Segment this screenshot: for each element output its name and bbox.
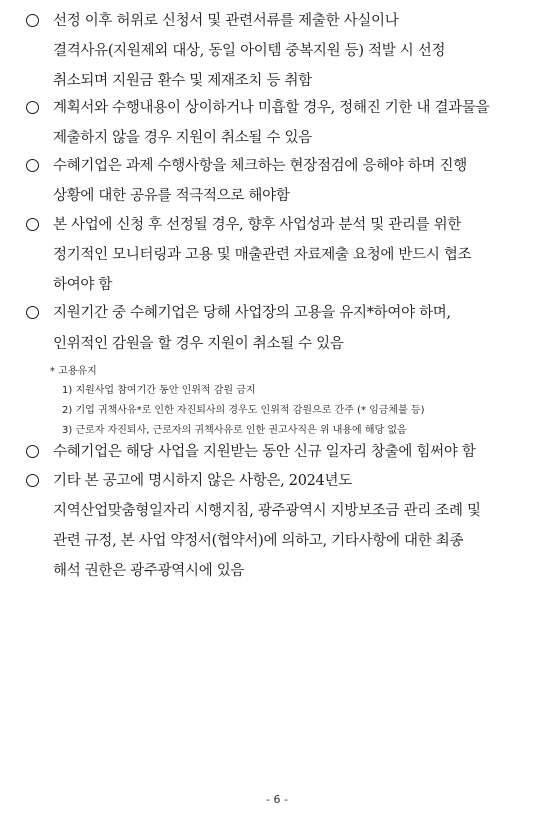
item-line: 수혜기업은 과제 수행사항을 체크하는 현장점검에 응해야 하며 진행 bbox=[53, 158, 467, 174]
item-line: 본 사업에 신청 후 선정될 경우, 향후 사업성과 분석 및 관리를 위한 bbox=[53, 217, 462, 233]
circle-bullet-icon bbox=[26, 306, 39, 319]
item-line: 지역산업맞춤형일자리 시행지침, 광주광역시 지방보조금 관리 조례 및 bbox=[53, 503, 481, 519]
item-line: 수혜기업은 해당 사업을 지원받는 동안 신규 일자리 창출에 힘써야 함 bbox=[53, 444, 476, 460]
item-line: 취소되며 지원금 환수 및 제재조치 등 취함 bbox=[53, 73, 312, 89]
item-line: 관련 규정, 본 사업 약정서(협약서)에 의하고, 기타사항에 대한 최종 bbox=[53, 533, 464, 549]
note-line: 3) 근로자 자진퇴사, 근로자의 귀책사유로 인한 권고사직은 위 내용에 해당 없음 bbox=[62, 425, 407, 436]
note-line: 2) 기업 귀책사유*로 인한 자진퇴사의 경우도 인위적 감원으로 간주 (* 임금체불 등) bbox=[62, 405, 425, 416]
item-line: 제출하지 않을 경우 지원이 취소될 수 있음 bbox=[53, 130, 312, 146]
item-line: 기타 본 공고에 명시하지 않은 사항은, 2024년도 bbox=[53, 473, 352, 489]
circle-bullet-icon bbox=[26, 218, 39, 231]
item-line: 해석 권한은 광주광역시에 있음 bbox=[53, 563, 245, 579]
item-line: 하여야 함 bbox=[53, 277, 113, 293]
circle-bullet-icon bbox=[26, 14, 39, 27]
note-title: * 고용유지 bbox=[50, 366, 97, 377]
circle-bullet-icon bbox=[26, 445, 39, 458]
item-line: 결격사유(지원제외 대상, 동일 아이템 중복지원 등) 적발 시 선정 bbox=[53, 43, 446, 59]
circle-bullet-icon bbox=[26, 474, 39, 487]
item-line: 상황에 대한 공유를 적극적으로 해야함 bbox=[53, 188, 290, 204]
item-line: 선정 이후 허위로 신청서 및 관련서류를 제출한 사실이나 bbox=[53, 13, 399, 29]
circle-bullet-icon bbox=[26, 101, 39, 114]
note-line: 1) 지원사업 참여기간 동안 인위적 감원 금지 bbox=[62, 385, 256, 396]
item-line: 계획서와 수행내용이 상이하거나 미흡할 경우, 정해진 기한 내 결과물을 bbox=[53, 100, 490, 116]
page-number: - 6 - bbox=[266, 793, 288, 806]
item-line: 정기적인 모니터링과 고용 및 매출관련 자료제출 요청에 반드시 협조 bbox=[53, 247, 472, 263]
item-line: 지원기간 중 수혜기업은 당해 사업장의 고용을 유지*하여야 하며, bbox=[53, 305, 451, 321]
item-line: 인위적인 감원을 할 경우 지원이 취소될 수 있음 bbox=[53, 336, 344, 352]
circle-bullet-icon bbox=[26, 159, 39, 172]
